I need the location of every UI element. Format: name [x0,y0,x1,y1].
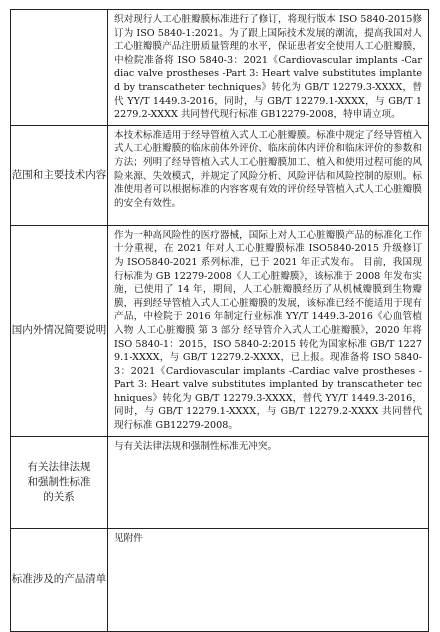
row-label-scope: 范围和主要技术内容 [11,168,107,181]
situation-text: 作为一种高风险性的医疗器械，国际上对人工心脏瓣膜产品的标准化工作十分重视，在 2021 年对人工心脏瓣膜标准 ISO5840-2015 升级修订为 ISO5840-2021 系列标准，已于 2021 年正式发布。 目前，我国现行标准为 GB 12279-2008《人工心脏瓣膜》，该标准于 2008 年发布实施，已使用了 14 年，期间，人工心脏瓣膜经历了从机械瓣膜到生物瓣膜，再到经导管植入式人工心脏瓣膜的发展，该标准已经不能适用于现有产品，中检院于 2016 年制定行业标准 YY/T 1449.3-2016《心血管植入物 人工心脏瓣膜 第 3 部分 经导管介入式人工心脏瓣膜》，2020 年将 ISO 5840-1：2015，ISO 5840-2:2015 转化为国家标准 GB/T 12279.1-XXXX，与 GB/T 12279.2-XXXX，已上报。现准备将 ISO 5840-3：2021《Cardiovascular implants -Cardiac valve prostheses -Part 3: Heart valve substitutes implanted by transcatheter techniques》转化为 GB/T 12279.3-XXXX，替代 YY/T 1449.3-2016，同时，与 GB/T 12279.1-XXXX，与 GB/T 12279.2-XXXX 共同替代现行标准 GB12279-2008。 [114,229,422,432]
laws-content-cell [108,436,429,528]
scope-text: 本技术标准适用于经导管植入式人工心脏瓣膜。标准中规定了经导管植入式人工心脏瓣膜的临床前体外评价、临床前体内评价和临床评价的参数和方法；列明了经导管植入式人工心脏瓣膜加工、植入和使用过程可能的风险来源、失效模式，并规定了风险分析、风险评估和风险控制的原则。标准使用者可以根据标准的内容客观有效的评价经导管植入式人工心脏瓣膜的安全有效性。 [114,129,422,209]
table-row [11,125,429,225]
scope-content-cell [108,125,429,225]
table-row [11,528,429,631]
row-label-cell [11,436,108,528]
situation-content-cell [108,225,429,436]
row-label-domestic-international: 国内外情况简要说明 [11,324,107,337]
table-row [11,436,429,528]
background-text: 织对现行人工心脏瓣膜标准进行了修订，将现行版本 ISO 5840-2015修订为 ISO 5840-1:2021。为了跟上国际技术发展的潮流，提高我国对人工心脏瓣膜产品注册质量管理的水平，保证患者安全使用人工心脏瓣膜，中检院准备将 ISO 5840-3：2021《Cardiovascular implants -Cardiac valve prostheses -Part 3: Heart valve substitutes implanted by transcatheter techniques》转化为 GB/T 12279.3-XXXX，替代 YY/T 1449.3-2016，同时，与 GB/T 12279.1-XXXX，与 GB/T 12279.2-XXXX 共同替代现行标准 GB12279-2008，特申请立项。 [114,14,422,121]
row-label-cell [11,528,108,631]
table-row [11,10,429,126]
row-label-product-list: 标准涉及的产品清单 [11,573,107,586]
product-list-text: 见附件 [114,532,143,544]
row-label-cell [11,10,108,126]
row-label-cell [11,225,108,436]
row-label-laws: 有关法律法规和强制性标准的关系 [27,460,91,503]
product-list-content-cell [108,528,429,631]
background-content-cell [108,10,429,126]
laws-text: 与有关法律法规和强制性标准无冲突。 [114,440,278,452]
standard-proposal-table [10,9,429,632]
row-label-cell [11,125,108,225]
table-row [11,225,429,436]
